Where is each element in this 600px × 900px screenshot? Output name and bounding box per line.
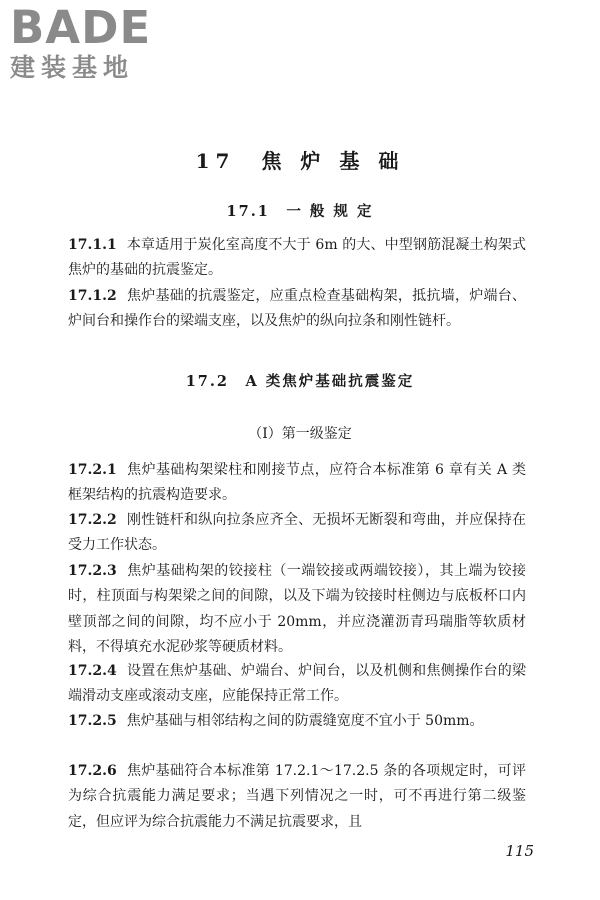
clause-17-2-3	[68, 559, 526, 660]
page-number: 115	[505, 842, 534, 860]
clause-17-1-2	[68, 284, 526, 335]
clause-17-2-6	[68, 759, 526, 835]
clause-17-2-4	[68, 659, 526, 710]
clause-text: 焦炉基础与相邻结构之间的防震缝宽度不宜小于 50mm。	[126, 713, 484, 729]
clause-text: 刚性链杆和纵向拉条应齐全、无损坏无断裂和弯曲，并应保持在受力工作状态。	[68, 512, 526, 554]
logo-subtitle: 建装基地	[10, 53, 135, 82]
clause-17-2-2	[68, 508, 526, 559]
clause-number: 17.1.2	[68, 288, 117, 304]
clause-number: 17.2.1	[68, 462, 117, 478]
clause-17-1-1	[68, 233, 526, 284]
clause-number: 17.2.3	[68, 563, 117, 579]
section-title-class-a: 17.2 A 类焦炉基础抗震鉴定	[185, 373, 415, 390]
clause-text: 焦炉基础符合本标准第 17.2.1～17.2.5 条的各项规定时，可评为综合抗震能力满足要求；当遇下列情况之一时，可不再进行第二级鉴定，但应评为综合抗震能力不满足抗震要求，且	[68, 763, 526, 830]
clause-text: 本章适用于炭化室高度不大于 6m 的大、中型钢筋混凝土构架式焦炉的基础的抗震鉴定。	[68, 237, 526, 279]
clause-text: 焦炉基础构架的铰接柱（一端铰接或两端铰接），其上端为铰接时，柱顶面与构架梁之间的间隙，以及下端为铰接时柱侧边与底板杯口内壁顶部之间的间隙，均不应小于 20mm，并应浇灌沥青玛瑞脂等软质材料，不得填充水泥砂浆等硬质材料。	[68, 563, 526, 655]
clause-text: 焦炉基础的抗震鉴定，应重点检查基础构架，抵抗墙，炉端台、炉间台和操作台的梁端支座，以及焦炉的纵向拉条和刚性链杆。	[68, 288, 526, 330]
clause-text: 焦炉基础构架梁柱和刚接节点，应符合本标准第 6 章有关 A 类框架结构的抗震构造要求。	[68, 462, 526, 504]
logo-wordmark: BADE	[10, 1, 152, 54]
chapter-title: 17 焦 炉 基 础	[195, 149, 405, 173]
subsection-title-first-level: （Ⅰ）第一级鉴定	[248, 426, 352, 442]
bade-logo	[10, 1, 180, 82]
clause-number: 17.1.1	[68, 237, 117, 253]
clause-text: 设置在焦炉基础、炉端台、炉间台，以及机侧和焦侧操作台的梁端滑动支座或滚动支座，应能保持正常工作。	[68, 663, 526, 705]
clause-number: 17.2.2	[68, 512, 117, 528]
clause-17-2-1	[68, 458, 526, 509]
clause-number: 17.2.6	[68, 763, 117, 779]
clause-number: 17.2.5	[68, 713, 117, 729]
clause-17-2-5	[68, 709, 526, 734]
clause-number: 17.2.4	[68, 663, 117, 679]
section-title-general: 17.1 一 般 规 定	[226, 203, 374, 220]
